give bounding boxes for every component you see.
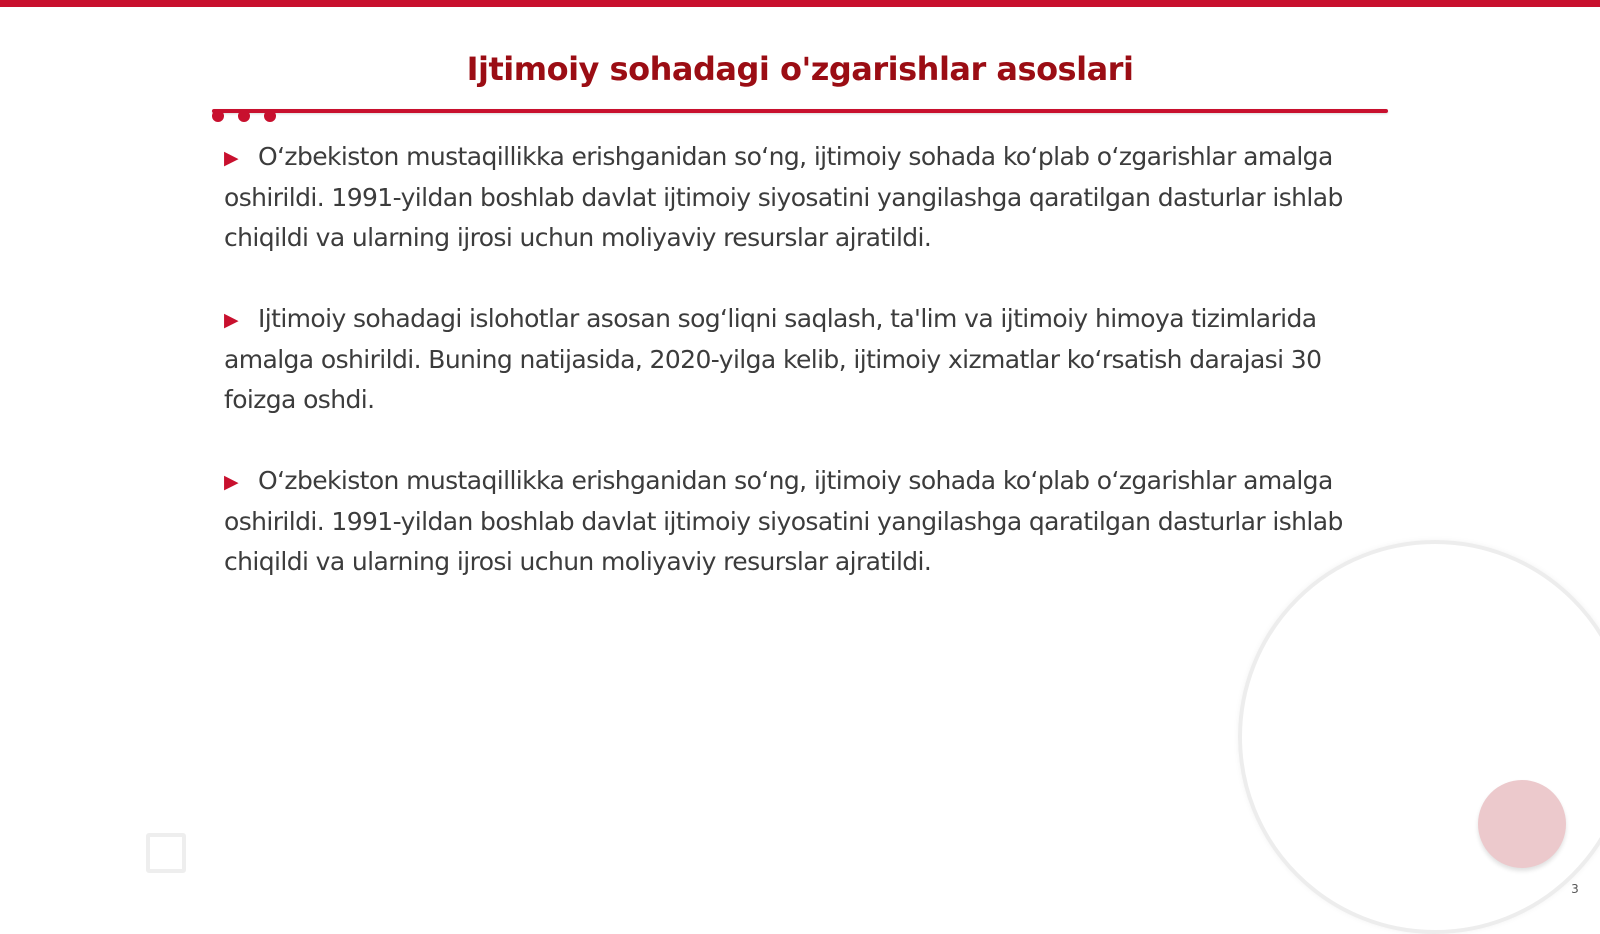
bullet-text: Ijtimoiy sohadagi islohotlar asosan sogʻliqni saqlash, ta'lim va ijtimoiy himoya tizimlarida amalga oshirildi. Buning natijasida, 2020-yilga kelib, ijtimoiy xizmatlar koʻrsatish darajasi 30 foizga oshdi. bbox=[224, 304, 1322, 414]
decorative-square bbox=[146, 833, 186, 873]
bullet-item bbox=[224, 137, 1374, 258]
play-triangle-icon: ▶ bbox=[224, 309, 239, 331]
underline-dot bbox=[264, 110, 276, 122]
bullet-item bbox=[224, 461, 1374, 582]
bullet-text: Oʻzbekiston mustaqillikka erishganidan soʻng, ijtimoiy sohada koʻplab oʻzgarishlar amalga oshirildi. 1991-yildan boshlab davlat ijtimoiy siyosatini yangilashga qaratilgan dasturlar ishlab chiqildi va ularning ijrosi uchun moliyaviy resurslar ajratildi. bbox=[224, 466, 1343, 576]
bullet-item bbox=[224, 299, 1374, 420]
play-triangle-icon: ▶ bbox=[224, 147, 239, 169]
page-number: 3 bbox=[1571, 882, 1579, 896]
bullet-list bbox=[224, 137, 1374, 623]
bullet-text: Oʻzbekiston mustaqillikka erishganidan soʻng, ijtimoiy sohada koʻplab oʻzgarishlar amalga oshirildi. 1991-yildan boshlab davlat ijtimoiy siyosatini yangilashga qaratilgan dasturlar ishlab chiqildi va ularning ijrosi uchun moliyaviy resurslar ajratildi. bbox=[224, 142, 1343, 252]
slide-title: Ijtimoiy sohadagi o'zgarishlar asoslari bbox=[466, 50, 1134, 88]
underline-dot bbox=[238, 110, 250, 122]
underline-dot bbox=[212, 110, 224, 122]
top-accent-bar bbox=[0, 0, 1600, 7]
title-underline bbox=[212, 109, 1388, 113]
play-triangle-icon: ▶ bbox=[224, 471, 239, 493]
decorative-circle bbox=[1478, 780, 1566, 868]
